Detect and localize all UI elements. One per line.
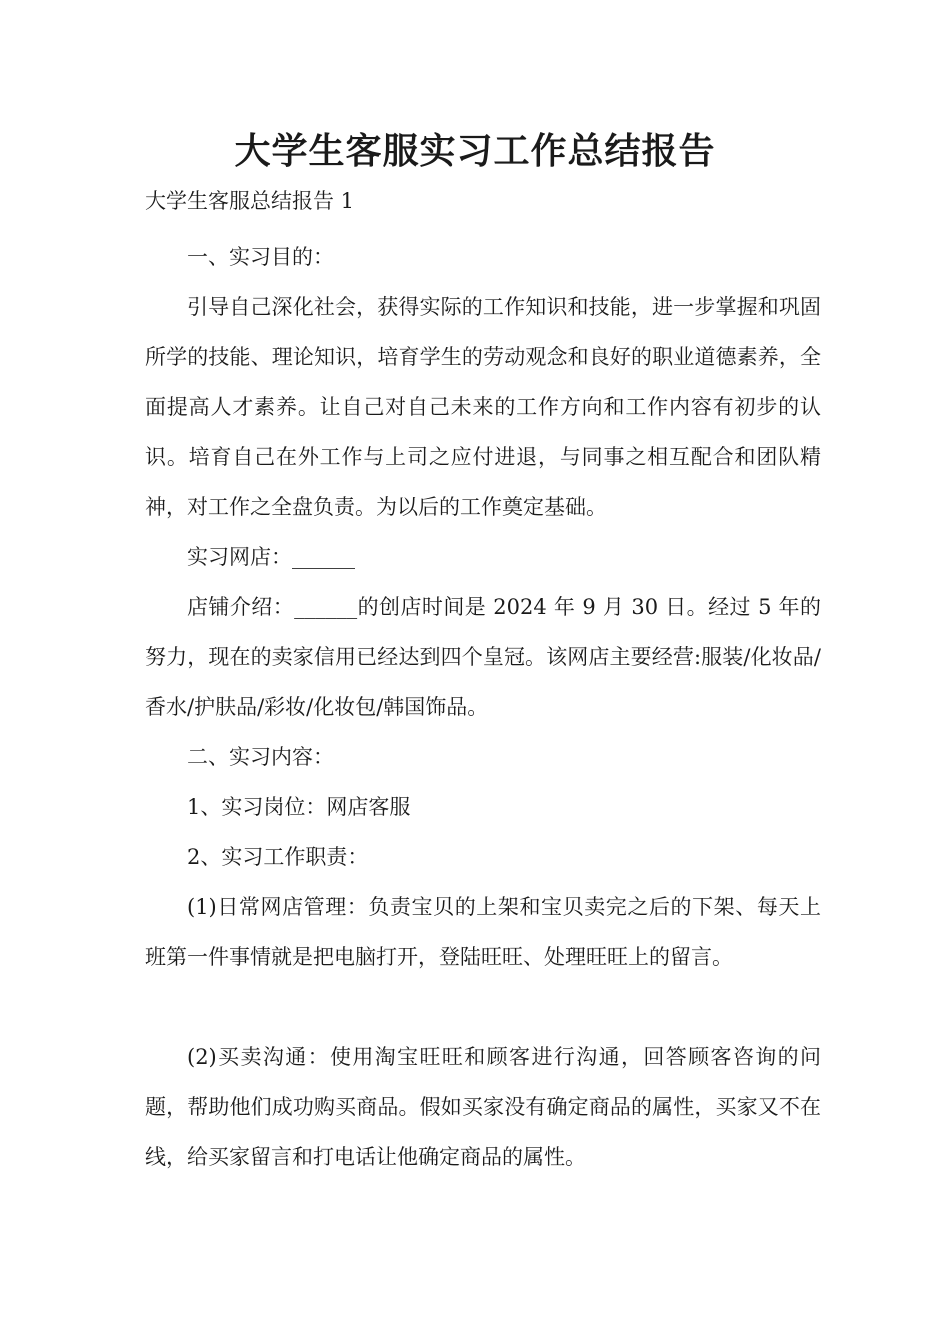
paragraph-spacer — [145, 982, 821, 1032]
section-heading-content: 二、实习内容： — [187, 745, 334, 769]
document-subtitle: 大学生客服总结报告 1 — [145, 189, 355, 213]
paragraph-shop: 实习网店：______ — [187, 545, 355, 569]
paragraph-duties-heading: 2、实习工作职责： — [187, 845, 369, 869]
section-heading-purpose: 一、实习目的： — [187, 245, 334, 269]
paragraph-purpose: 引导自己深化社会，获得实际的工作知识和技能，进一步掌握和巩固所学的技能、理论知识，培育学生的劳动观念和良好的职业道德素养，全面提高人才素养。让自己对自己未来的工作方向和工作内容有初步的认识。培育自己在外工作与上司之应付进退，与同事之相互配合和团队精神，对工作之全盘负责。为以后的工作奠定基础。 — [145, 295, 821, 519]
paragraph-position: 1、实习岗位：网店客服 — [187, 795, 411, 819]
paragraph-duty-1: (1)日常网店管理：负责宝贝的上架和宝贝卖完之后的下架、每天上班第一件事情就是把电脑打开，登陆旺旺、处理旺旺上的留言。 — [145, 895, 821, 969]
document-title: 大学生客服实习工作总结报告 — [234, 131, 716, 172]
paragraph-duty-2: (2)买卖沟通：使用淘宝旺旺和顾客进行沟通，回答顾客咨询的问题，帮助他们成功购买商品。假如买家没有确定商品的属性，买家又不在线，给买家留言和打电话让他确定商品的属性。 — [145, 1045, 821, 1169]
paragraph-shop-intro: 店铺介绍：______的创店时间是 2024 年 9 月 30 日。经过 5 年的努力，现在的卖家信用已经达到四个皇冠。该网店主要经营:服装/化妆品/香水/护肤品/彩妆/化妆包/韩国饰品。 — [145, 595, 821, 719]
document-body — [145, 232, 821, 1182]
